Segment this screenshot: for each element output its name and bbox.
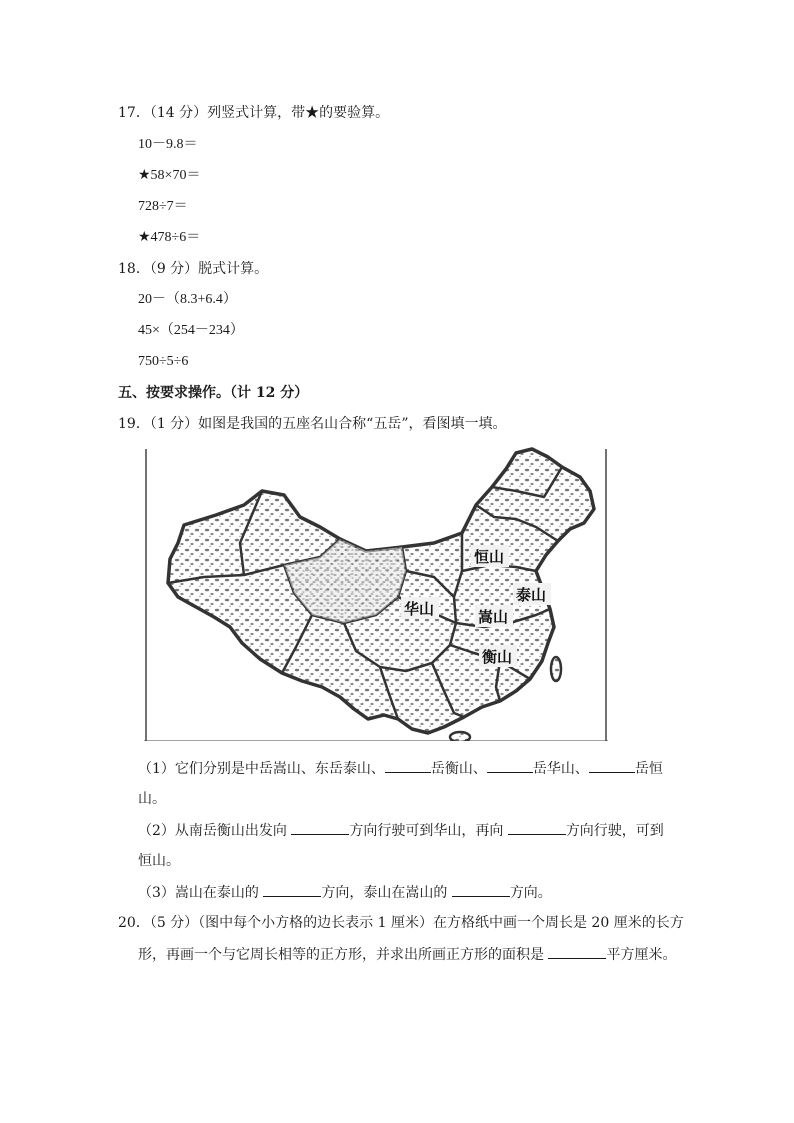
section-5-heading: 五、按要求操作。（计 12 分）	[118, 385, 309, 401]
q19-part2-text-c: 方向行驶，可到	[565, 823, 664, 839]
q19-part1-line2: 山。	[138, 791, 166, 807]
q17-item-4: ★478÷6＝	[138, 230, 201, 245]
map-label-hengshan-south: 衡山	[482, 648, 513, 666]
q19-part1-text-a: （1）它们分别是中岳嵩山、东岳泰山、	[138, 761, 385, 777]
q19-part3-text-c: 方向。	[509, 885, 552, 901]
map-label-songshan: 嵩山	[478, 608, 509, 626]
q20-text-b: 平方厘米。	[606, 947, 677, 963]
q19-part1-text-c: 岳华山、	[532, 761, 589, 777]
q17-item-1: 10－9.8＝	[138, 137, 198, 152]
answer-blank-2[interactable]	[487, 758, 533, 773]
q18-item-2: 45×（254－234）	[138, 323, 244, 338]
q19-part2-line2: 恒山。	[138, 853, 180, 869]
q19-part1-line1	[138, 758, 663, 779]
answer-blank-3[interactable]	[589, 758, 635, 773]
q17-item-2: ★58×70＝	[138, 168, 201, 183]
answer-blank-5[interactable]	[508, 820, 566, 835]
map-label-huashan: 华山	[404, 600, 435, 618]
q19-part3-text-b: 方向，泰山在嵩山的	[321, 885, 452, 901]
answer-blank-4[interactable]	[291, 820, 349, 835]
answer-blank-1[interactable]	[385, 758, 431, 773]
q19-part2-line1	[138, 820, 664, 841]
q19-part1-text-d: 岳恒	[634, 761, 663, 777]
answer-blank-8[interactable]	[548, 944, 606, 959]
q18-item-1: 20－（8.3+6.4）	[138, 292, 237, 307]
q20-line2	[138, 944, 676, 965]
q19-part3-text-a: （3）嵩山在泰山的	[138, 885, 264, 901]
q19-part3-line	[138, 882, 552, 903]
china-map-image	[144, 447, 608, 741]
answer-blank-6[interactable]	[263, 882, 321, 897]
q20-text-a: 形，再画一个与它周长相等的正方形，并求出所画正方形的面积是	[138, 947, 549, 963]
q19-part1-text-b: 岳衡山、	[430, 761, 487, 777]
q18-heading: 18．（9 分）脱式计算。	[118, 261, 269, 277]
q17-heading: 17．（14 分）列竖式计算，带★的要验算。	[118, 105, 390, 121]
q18-item-3: 750÷5÷6	[138, 354, 189, 369]
q20-line1: 20．（5 分）（图中每个小方格的边长表示 1 厘米）在方格纸中画一个周长是 20 厘米的长方	[118, 915, 684, 931]
map-label-hengshan-north: 恒山	[474, 548, 505, 566]
q17-item-3: 728÷7＝	[138, 199, 188, 214]
map-label-taishan: 泰山	[516, 586, 547, 604]
q19-part2-text-b: 方向行驶可到华山，再向	[349, 823, 508, 839]
q19-heading: 19．（1 分）如图是我国的五座名山合称“五岳”，看图填一填。	[118, 416, 507, 432]
q19-part2-text-a: （2）从南岳衡山出发向	[138, 823, 292, 839]
answer-blank-7[interactable]	[452, 882, 510, 897]
